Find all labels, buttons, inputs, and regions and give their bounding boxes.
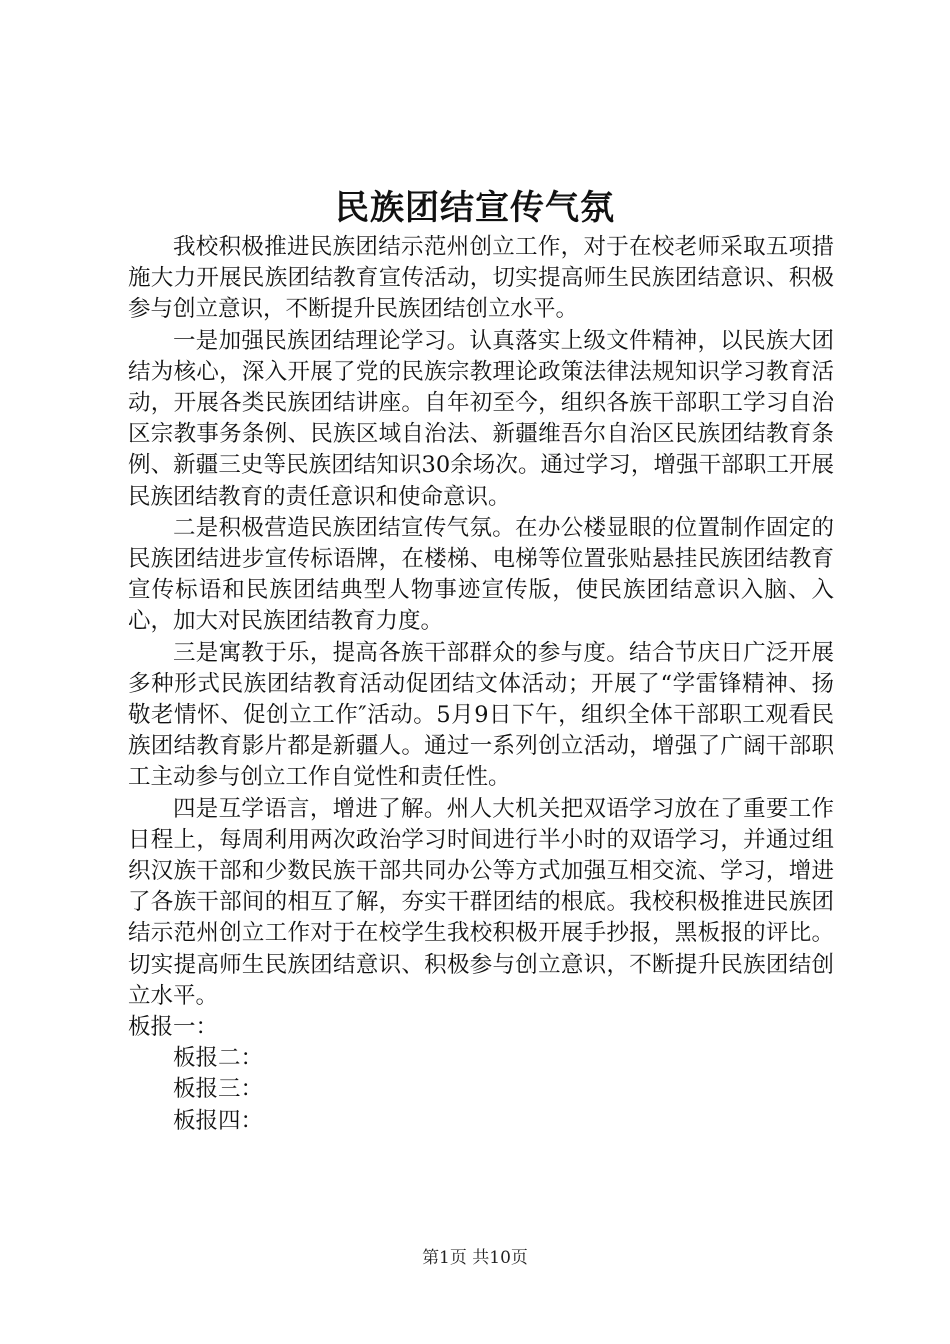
document-title: 民族团结宣传气氛 — [335, 188, 615, 228]
board-item: 板报二： — [173, 1045, 264, 1072]
document-body — [128, 232, 834, 1137]
paragraph-atmosphere: 二是积极营造民族团结宣传气氛。在办公楼显眼的位置制作固定的民族团结进步宣传标语牌，在楼梯、电梯等位置张贴悬挂民族团结教育宣传标语和民族团结典型人物事迹宣传版，使民族团结意识入脑、入心，加大对民族团结教育力度。 — [128, 514, 834, 635]
paragraph-activities: 三是寓教于乐，提高各族干部群众的参与度。结合节庆日广泛开展多种形式民族团结教育活动促团结文体活动；开展了“学雷锋精神、扬敬老情怀、促创立工作″活动。5月9日下午，组织全体干部职工观看民族团结教育影片都是新疆人。通过一系列创立活动，增强了广阔干部职工主动参与创立工作自觉性和责任性。 — [128, 639, 834, 791]
page-number: 第1页 共10页 — [422, 1248, 528, 1268]
board-item: 板报四： — [173, 1107, 264, 1134]
board-item: 板报三： — [173, 1076, 264, 1103]
paragraph-language: 四是互学语言，增进了解。州人大机关把双语学习放在了重要工作日程上，每周利用两次政治学习时间进行半小时的双语学习，并通过组织汉族干部和少数民族干部共同办公等方式加强互相交流、学习，增进了各族干部间的相互了解，夯实干群团结的根底。我校积极推进民族团结示范州创立工作对于在校学生我校积极开展手抄报，黑板报的评比。切实提高师生民族团结意识、积极参与创立意识，不断提升民族团结创立水平。 — [128, 795, 834, 1009]
board-item: 板报一： — [128, 1014, 219, 1041]
paragraph-theory-study: 一是加强民族团结理论学习。认真落实上级文件精神，以民族大团结为核心，深入开展了党的民族宗教理论政策法律法规知识学习教育活动，开展各类民族团结讲座。自年初至今，组织各族干部职工学习自治区宗教事务条例、民族区域自治法、新疆维吾尔自治区民族团结教育条例、新疆三史等民族团结知识30余场次。通过学习，增强干部职工开展民族团结教育的责任意识和使命意识。 — [128, 327, 834, 510]
paragraph-intro: 我校积极推进民族团结示范州创立工作，对于在校老师采取五项措施大力开展民族团结教育宣传活动，切实提高师生民族团结意识、积极参与创立意识，不断提升民族团结创立水平。 — [128, 234, 834, 323]
